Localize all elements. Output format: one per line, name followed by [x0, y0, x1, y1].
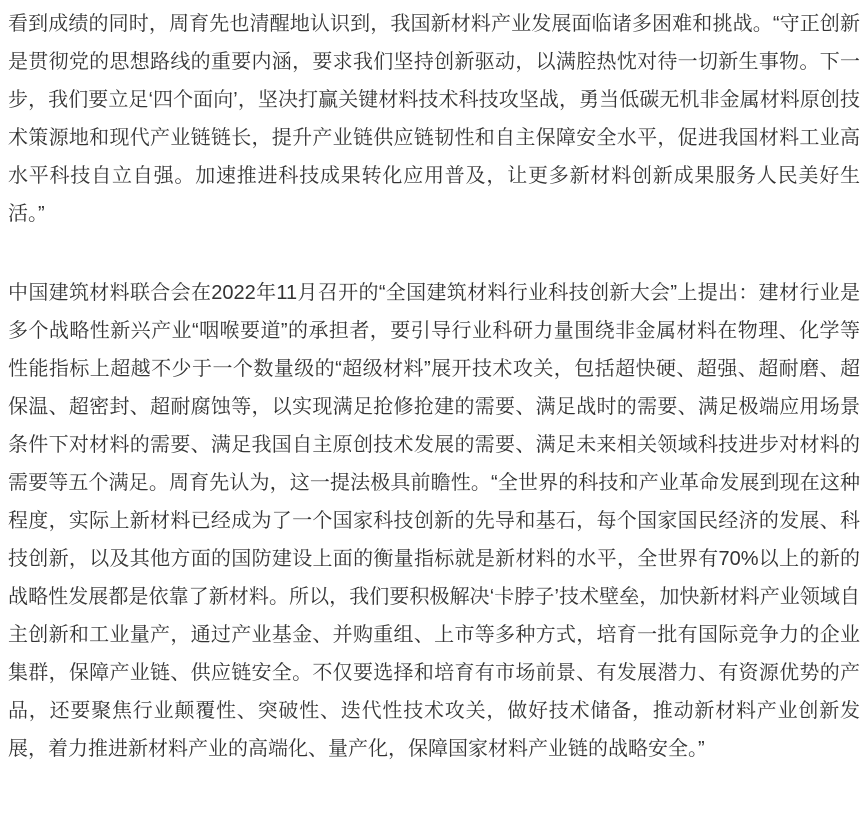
article-paragraph-2: 中国建筑材料联合会在2022年11月召开的“全国建筑材料行业科技创新大会”上提出：建材行业是多个战略性新兴产业“咽喉要道”的承担者，要引导行业科研力量围绕非金属材料在物理、化学等性能指标上超越不少于一个数量级的“超级材料”展开技术攻关，包括超快硬、超强、超耐磨、超保温、超密封、超耐腐蚀等，以实现满足抢修抢建的需要、满足战时的需要、满足极端应用场景条件下对材料的需要、满足我国自主原创技术发展的需要、满足未来相关领域科技进步对材料的需要等五个满足。周育先认为，这一提法极具前瞻性。“全世界的科技和产业革命发展到现在这种程度，实际上新材料已经成为了一个国家科技创新的先导和基石，每个国家国民经济的发展、科技创新，以及其他方面的国防建设上面的衡量指标就是新材料的水平，全世界有70%以上的新的战略性发展都是依靠了新材料。所以，我们要积极解决‘卡脖子’技术壁垒，加快新材料产业领域自主创新和工业量产，通过产业基金、并购重组、上市等多种方式，培育一批有国际竞争力的企业集群，保障产业链、供应链安全。不仅要选择和培育有市场前景、有发展潜力、有资源优势的产品，还要聚焦行业颠覆性、突破性、迭代性技术攻关，做好技术储备，推动新材料产业创新发展，着力推进新材料产业的高端化、量产化，保障国家材料产业链的战略安全。”	[8, 282, 860, 760]
article-paragraph-1: 看到成绩的同时，周育先也清醒地认识到，我国新材料产业发展面临诸多困难和挑战。“守正创新是贯彻党的思想路线的重要内涵，要求我们坚持创新驱动，以满腔热忱对待一切新生事物。下一步，我们要立足‘四个面向’，坚决打赢关键材料技术科技攻坚战，勇当低碳无机非金属材料原创技术策源地和现代产业链链长，提升产业链供应链韧性和自主保障安全水平，促进我国材料工业高水平科技自立自强。加速推进科技成果转化应用普及，让更多新材料创新成果服务人民美好生活。”	[8, 13, 860, 225]
